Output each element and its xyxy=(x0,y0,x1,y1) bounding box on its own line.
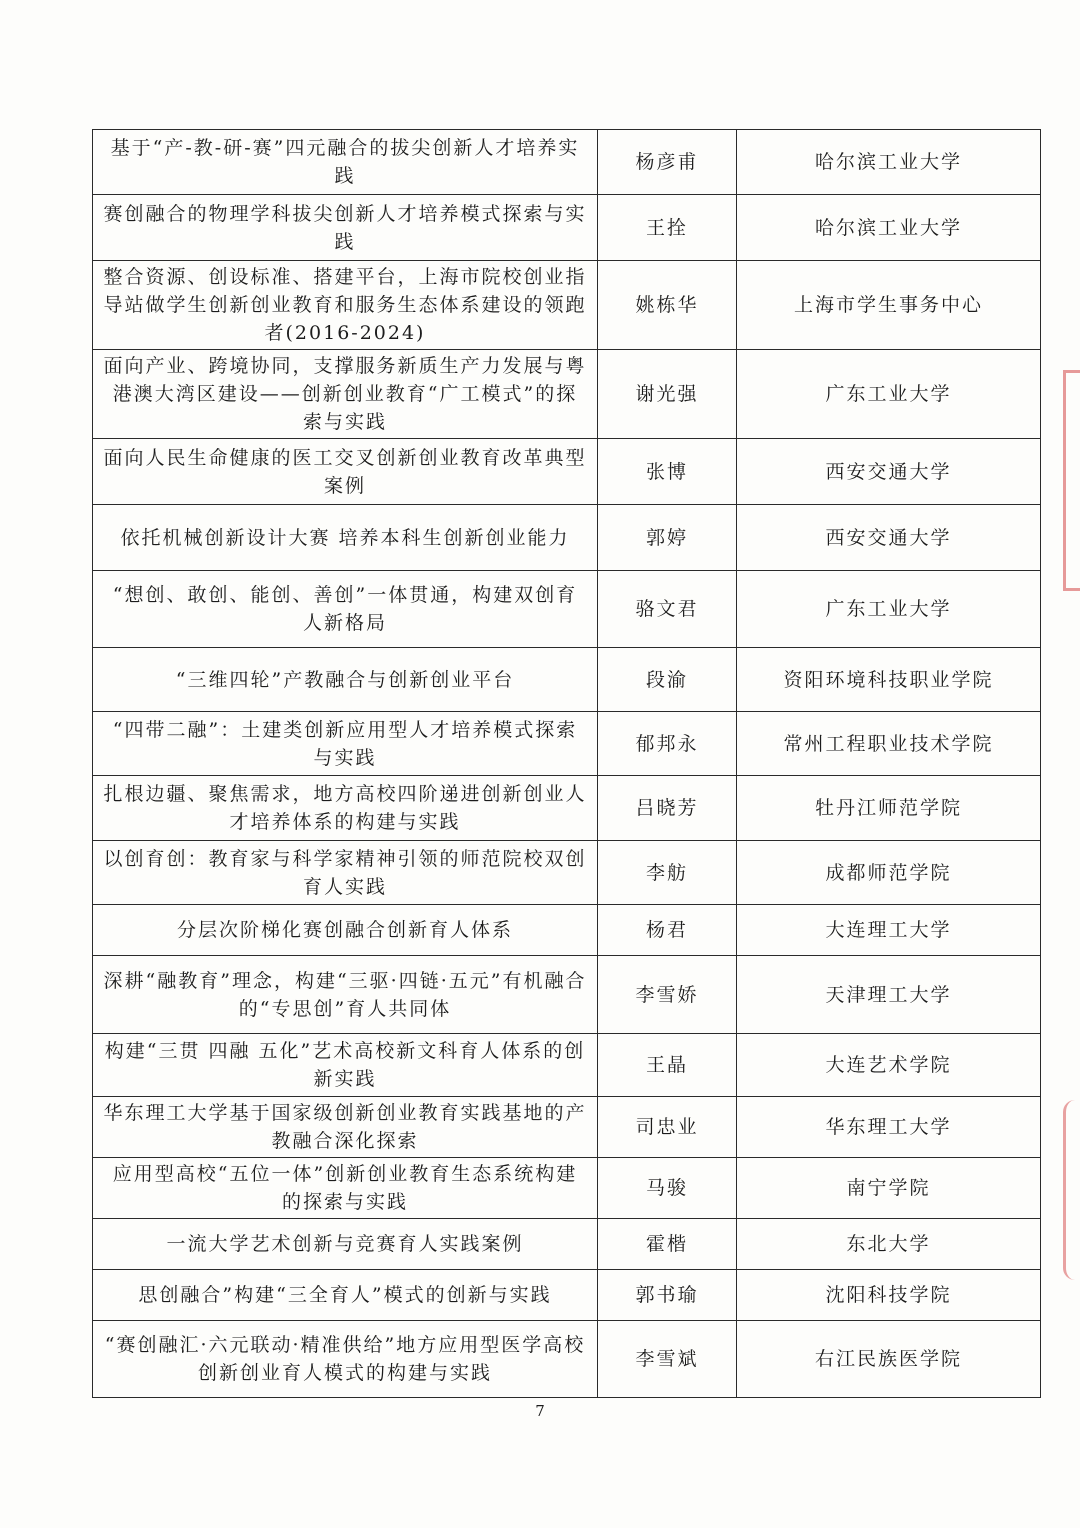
institution-name: 东北大学 xyxy=(737,1219,1041,1270)
person-name: 李舫 xyxy=(598,841,737,905)
project-title: 分层次阶梯化赛创融合创新育人体系 xyxy=(93,905,598,956)
project-title: 整合资源、创设标准、搭建平台，上海市院校创业指导站做学生创新创业教育和服务生态体系建设的领跑者(2016-2024) xyxy=(93,261,598,350)
person-name: 郭婷 xyxy=(598,505,737,571)
table-row xyxy=(93,571,1041,648)
table-row xyxy=(93,841,1041,905)
seal-fragment xyxy=(1063,370,1080,591)
institution-name: 牡丹江师范学院 xyxy=(737,776,1041,841)
table-row xyxy=(93,195,1041,261)
table-row xyxy=(93,130,1041,195)
project-title: 构建“三贯 四融 五化”艺术高校新文科育人体系的创新实践 xyxy=(93,1034,598,1097)
table-row xyxy=(93,1321,1041,1398)
person-name: 郁邦永 xyxy=(598,712,737,776)
institution-name: 广东工业大学 xyxy=(737,571,1041,648)
project-title: “想创、敢创、能创、善创”一体贯通，构建双创育人新格局 xyxy=(93,571,598,648)
table-row xyxy=(93,350,1041,439)
institution-name: 天津理工大学 xyxy=(737,956,1041,1034)
project-title: 依托机械创新设计大赛 培养本科生创新创业能力 xyxy=(93,505,598,571)
person-name: 骆文君 xyxy=(598,571,737,648)
project-title: 以创育创：教育家与科学家精神引领的师范院校双创育人实践 xyxy=(93,841,598,905)
person-name: 姚栋华 xyxy=(598,261,737,350)
person-name: 段渝 xyxy=(598,648,737,712)
person-name: 王晶 xyxy=(598,1034,737,1097)
table-row xyxy=(93,439,1041,505)
institution-name: 西安交通大学 xyxy=(737,505,1041,571)
table-row xyxy=(93,776,1041,841)
person-name: 马骏 xyxy=(598,1158,737,1219)
project-title: 赛创融合的物理学科拔尖创新人才培养模式探索与实践 xyxy=(93,195,598,261)
institution-name: 大连艺术学院 xyxy=(737,1034,1041,1097)
project-title: 应用型高校“五位一体”创新创业教育生态系统构建的探索与实践 xyxy=(93,1158,598,1219)
institution-name: 资阳环境科技职业学院 xyxy=(737,648,1041,712)
project-title: “赛创融汇·六元联动·精准供给”地方应用型医学高校创新创业育人模式的构建与实践 xyxy=(93,1321,598,1398)
table-row xyxy=(93,1270,1041,1321)
institution-name: 大连理工大学 xyxy=(737,905,1041,956)
table-row xyxy=(93,261,1041,350)
institution-name: 广东工业大学 xyxy=(737,350,1041,439)
table-row xyxy=(93,1034,1041,1097)
person-name: 郭书瑜 xyxy=(598,1270,737,1321)
seal-fragment xyxy=(1063,1100,1080,1280)
project-title: 基于“产-教-研-赛”四元融合的拔尖创新人才培养实践 xyxy=(93,130,598,195)
project-title: 扎根边疆、聚焦需求，地方高校四阶递进创新创业人才培养体系的构建与实践 xyxy=(93,776,598,841)
table-row xyxy=(93,1158,1041,1219)
table-row xyxy=(93,505,1041,571)
person-name: 杨君 xyxy=(598,905,737,956)
table-row xyxy=(93,712,1041,776)
institution-name: 华东理工大学 xyxy=(737,1097,1041,1158)
project-title: “三维四轮”产教融合与创新创业平台 xyxy=(93,648,598,712)
table-row xyxy=(93,956,1041,1034)
project-title: 面向人民生命健康的医工交叉创新创业教育改革典型案例 xyxy=(93,439,598,505)
institution-name: 常州工程职业技术学院 xyxy=(737,712,1041,776)
person-name: 吕晓芳 xyxy=(598,776,737,841)
institution-name: 成都师范学院 xyxy=(737,841,1041,905)
institution-name: 哈尔滨工业大学 xyxy=(737,195,1041,261)
institution-name: 哈尔滨工业大学 xyxy=(737,130,1041,195)
project-title: 一流大学艺术创新与竞赛育人实践案例 xyxy=(93,1219,598,1270)
person-name: 谢光强 xyxy=(598,350,737,439)
person-name: 司忠业 xyxy=(598,1097,737,1158)
institution-name: 西安交通大学 xyxy=(737,439,1041,505)
institution-name: 右江民族医学院 xyxy=(737,1321,1041,1398)
institution-name: 上海市学生事务中心 xyxy=(737,261,1041,350)
table-row xyxy=(93,1097,1041,1158)
institution-name: 沈阳科技学院 xyxy=(737,1270,1041,1321)
project-title: “四带二融”：土建类创新应用型人才培养模式探索与实践 xyxy=(93,712,598,776)
person-name: 霍楷 xyxy=(598,1219,737,1270)
table-row xyxy=(93,1219,1041,1270)
person-name: 张博 xyxy=(598,439,737,505)
project-title: 华东理工大学基于国家级创新创业教育实践基地的产教融合深化探索 xyxy=(93,1097,598,1158)
person-name: 李雪斌 xyxy=(598,1321,737,1398)
institution-name: 南宁学院 xyxy=(737,1158,1041,1219)
person-name: 王拴 xyxy=(598,195,737,261)
person-name: 李雪娇 xyxy=(598,956,737,1034)
table-row xyxy=(93,648,1041,712)
awards-table xyxy=(92,129,1041,1398)
project-title: 面向产业、跨境协同，支撑服务新质生产力发展与粤港澳大湾区建设——创新创业教育“广工模式”的探索与实践 xyxy=(93,350,598,439)
person-name: 杨彦甫 xyxy=(598,130,737,195)
page-number: 7 xyxy=(535,1402,545,1420)
project-title: 思创融合”构建“三全育人”模式的创新与实践 xyxy=(93,1270,598,1321)
table-row xyxy=(93,905,1041,956)
project-title: 深耕“融教育”理念，构建“三驱·四链·五元”有机融合的“专思创”育人共同体 xyxy=(93,956,598,1034)
